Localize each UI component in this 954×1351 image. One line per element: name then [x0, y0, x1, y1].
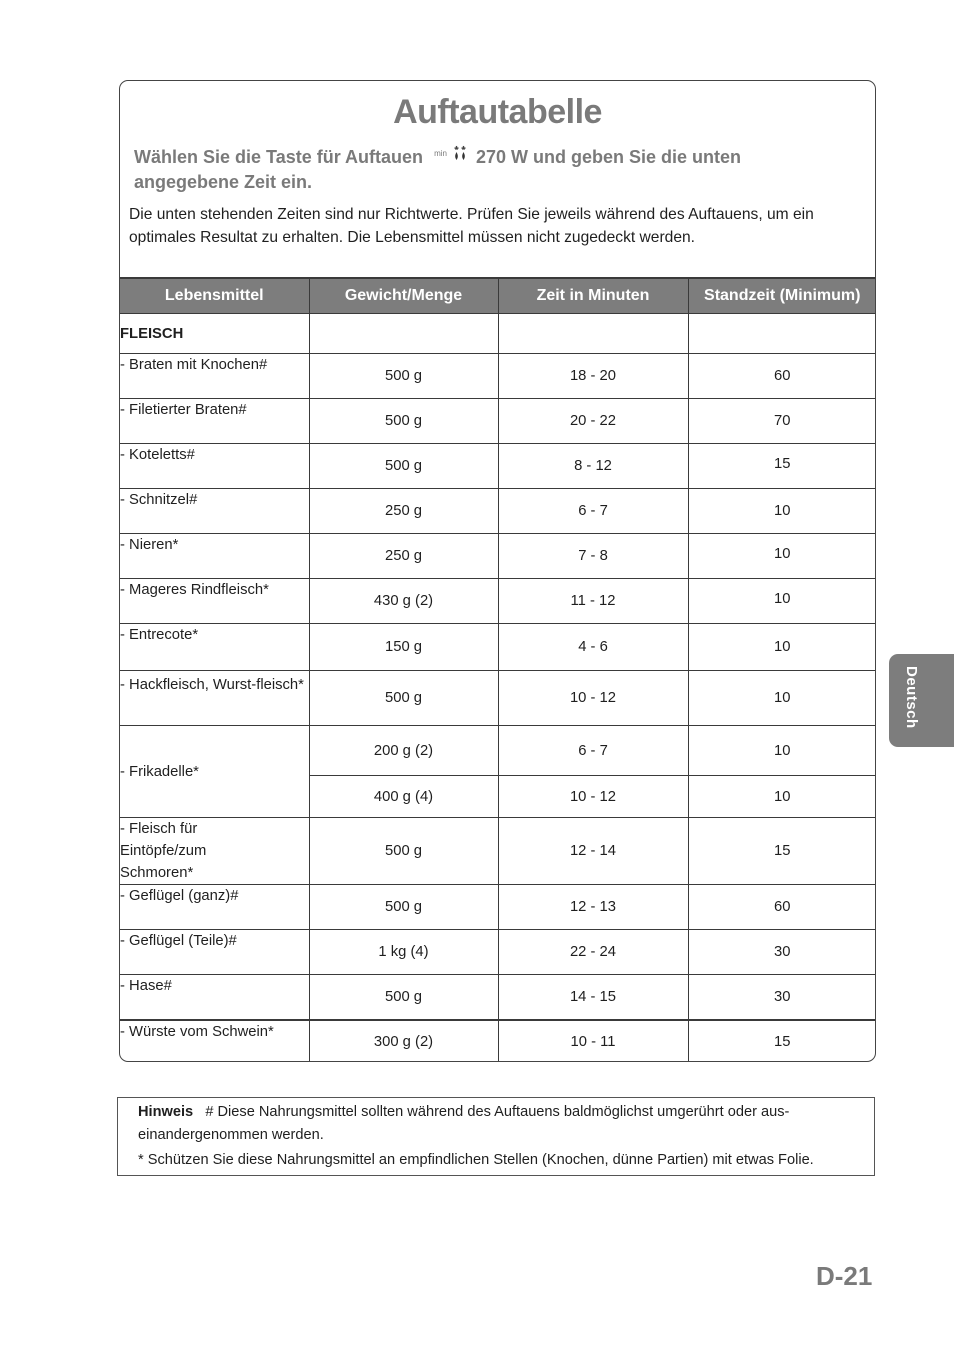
- standing-time-cell: 15: [688, 444, 876, 489]
- standing-time-cell: 10: [688, 726, 876, 776]
- empty-cell: [688, 314, 876, 354]
- intro-text: Die unten stehenden Zeiten sind nur Richtwerte. Prüfen Sie jeweils während des Auftauens, um ein optimales Resultat zu erhalten. Die Lebensmittel müssen nicht zugedeckt werden.: [129, 206, 814, 246]
- time-cell: 7 - 8: [498, 534, 688, 579]
- table-row: [120, 1020, 876, 1063]
- hint-label: Hinweis: [138, 1104, 194, 1120]
- food-cell: - Würste vom Schwein*: [120, 1020, 309, 1063]
- header-standing-time: Standzeit (Minimum): [688, 278, 876, 314]
- standing-time-cell: 15: [688, 1020, 876, 1063]
- hint-box: [117, 1097, 875, 1176]
- page-number: D-21: [816, 1261, 873, 1291]
- time-cell: 6 - 7: [498, 489, 688, 534]
- table-row: [120, 399, 876, 444]
- page-title: Auftautabelle: [393, 93, 602, 131]
- food-cell: - Braten mit Knochen#: [120, 354, 309, 399]
- language-tab-label: Deutsch: [903, 666, 920, 729]
- food-cell: - Mageres Rindfleisch*: [120, 579, 309, 624]
- food-cell: - Schnitzel#: [120, 489, 309, 534]
- hint-line-1: [138, 1101, 866, 1147]
- hint-text-2: * Schützen Sie diese Nahrungsmittel an empfindlichen Stellen (Knochen, dünne Partien) mit etwas Folie.: [138, 1152, 814, 1168]
- table-row: [120, 726, 876, 776]
- weight-cell: 1 kg (4): [309, 930, 498, 975]
- hint-text-1: # Diese Nahrungsmittel sollten während des Auftauens baldmöglichst umgerührt oder aus-einandergenommen werden.: [138, 1104, 790, 1143]
- defrost-table: [120, 277, 876, 1062]
- standing-time-cell: 60: [688, 354, 876, 399]
- defrost-icon-label: min: [434, 149, 447, 158]
- weight-cell: 500 g: [309, 354, 498, 399]
- standing-time-cell: 15: [688, 818, 876, 885]
- table-row: [120, 975, 876, 1020]
- table-row: [120, 579, 876, 624]
- weight-cell: 400 g (4): [309, 776, 498, 818]
- weight-cell: 200 g (2): [309, 726, 498, 776]
- standing-time-cell: 10: [688, 579, 876, 624]
- subtitle-part1: Wählen Sie die Taste für Auftauen: [134, 147, 424, 167]
- food-cell: - Filetierter Braten#: [120, 399, 309, 444]
- time-cell: 10 - 12: [498, 671, 688, 726]
- defrost-table-card: [119, 80, 876, 1062]
- time-cell: 20 - 22: [498, 399, 688, 444]
- time-cell: 14 - 15: [498, 975, 688, 1020]
- header-food: Lebensmittel: [120, 278, 309, 314]
- standing-time-cell: 30: [688, 930, 876, 975]
- food-cell: - Frikadelle*: [120, 726, 309, 818]
- empty-cell: [498, 314, 688, 354]
- table-header-row: [120, 278, 876, 314]
- empty-cell: [309, 314, 498, 354]
- weight-cell: 500 g: [309, 444, 498, 489]
- food-cell: - Geflügel (Teile)#: [120, 930, 309, 975]
- food-cell: - Fleisch für Eintöpfe/zum Schmoren*: [120, 818, 309, 885]
- weight-cell: 500 g: [309, 818, 498, 885]
- weight-cell: 150 g: [309, 624, 498, 671]
- food-cell: - Hackfleisch, Wurst-fleisch*: [120, 671, 309, 726]
- table-row: [120, 534, 876, 579]
- food-cell: - Hase#: [120, 975, 309, 1020]
- weight-cell: 250 g: [309, 489, 498, 534]
- subtitle-part2: 270 W und geben Sie die unten angegebene Zeit ein.: [134, 147, 742, 192]
- time-cell: 4 - 6: [498, 624, 688, 671]
- time-cell: 8 - 12: [498, 444, 688, 489]
- defrost-icon: [434, 141, 467, 168]
- instruction-subtitle: [134, 141, 834, 195]
- food-cell: - Entrecote*: [120, 624, 309, 671]
- time-cell: 10 - 11: [498, 1020, 688, 1063]
- table-row: [120, 671, 876, 726]
- table-row: [120, 818, 876, 885]
- standing-time-cell: 30: [688, 975, 876, 1020]
- table-row: [120, 444, 876, 489]
- table-row: [120, 354, 876, 399]
- table-row: [120, 624, 876, 671]
- weight-cell: 430 g (2): [309, 579, 498, 624]
- time-cell: 12 - 14: [498, 818, 688, 885]
- language-tab: [889, 654, 954, 747]
- standing-time-cell: 10: [688, 624, 876, 671]
- standing-time-cell: 70: [688, 399, 876, 444]
- weight-cell: 250 g: [309, 534, 498, 579]
- time-cell: 12 - 13: [498, 885, 688, 930]
- table-row: [120, 489, 876, 534]
- time-cell: 11 - 12: [498, 579, 688, 624]
- time-cell: 10 - 12: [498, 776, 688, 818]
- weight-cell: 500 g: [309, 399, 498, 444]
- header-weight: Gewicht/Menge: [309, 278, 498, 314]
- table-row: [120, 930, 876, 975]
- time-cell: 22 - 24: [498, 930, 688, 975]
- weight-cell: 500 g: [309, 671, 498, 726]
- standing-time-cell: 60: [688, 885, 876, 930]
- standing-time-cell: 10: [688, 534, 876, 579]
- food-cell: - Nieren*: [120, 534, 309, 579]
- standing-time-cell: 10: [688, 671, 876, 726]
- food-cell: - Koteletts#: [120, 444, 309, 489]
- header-time: Zeit in Minuten: [498, 278, 688, 314]
- time-cell: 6 - 7: [498, 726, 688, 776]
- standing-time-cell: 10: [688, 489, 876, 534]
- weight-cell: 500 g: [309, 885, 498, 930]
- section-label: FLEISCH: [120, 314, 309, 354]
- weight-cell: 300 g (2): [309, 1020, 498, 1063]
- table-row: [120, 885, 876, 930]
- time-cell: 18 - 20: [498, 354, 688, 399]
- standing-time-cell: 10: [688, 776, 876, 818]
- food-cell: - Geflügel (ganz)#: [120, 885, 309, 930]
- weight-cell: 500 g: [309, 975, 498, 1020]
- section-row: [120, 314, 876, 354]
